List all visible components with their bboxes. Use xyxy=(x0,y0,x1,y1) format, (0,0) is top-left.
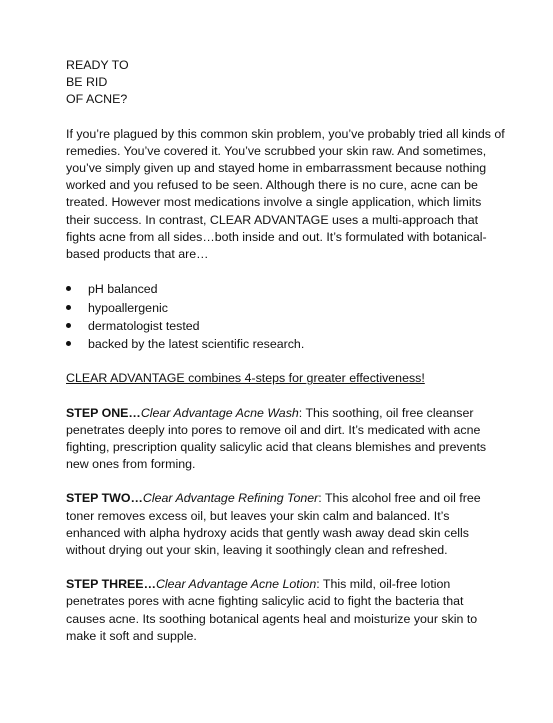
list-item xyxy=(66,317,506,335)
step-description: : This soothing, oil free cleanser penetrates deeply into pores to remove oil and dirt. It’s medicated with acne fighting, prescription quality salicylic acid that cleans blemishes and prevents new ones from forming. xyxy=(66,405,487,472)
benefits-list xyxy=(66,280,506,353)
intro-paragraph: If you’re plagued by this common skin problem, you’ve probably tried all kinds of remedies. You’ve covered it. You’ve scrubbed your skin raw. And sometimes, you’ve simply given up and stayed home in embarrassment because nothing worked and you refused to be seen. Although there is no cure, acne can be treated. However most medications involve a single application, which limits their success. In contrast, CLEAR ADVANTAGE uses a multi-approach that fights acne from all sides…both inside and out. It’s formulated with botanical-based products that are… xyxy=(66,126,505,262)
document-heading xyxy=(66,57,506,109)
list-item-text: hypoallergenic xyxy=(88,300,168,315)
step-two-paragraph xyxy=(66,490,506,559)
bullet-icon xyxy=(66,323,71,328)
bullet-icon xyxy=(66,341,71,346)
document-page xyxy=(66,57,506,645)
step-label: STEP THREE… xyxy=(66,577,156,592)
list-item xyxy=(66,335,506,353)
step-three-paragraph xyxy=(66,576,506,645)
list-item-text: pH balanced xyxy=(88,282,158,297)
bullet-icon xyxy=(66,286,71,291)
step-label: STEP TWO… xyxy=(66,491,143,506)
list-item-text: backed by the latest scientific research. xyxy=(88,337,305,352)
step-product-name: Clear Advantage Acne Wash xyxy=(140,405,299,420)
combines-heading: CLEAR ADVANTAGE combines 4-steps for greater effectiveness! xyxy=(66,371,425,386)
heading-line-3: OF ACNE? xyxy=(66,92,128,107)
step-description: : This alcohol free and oil free toner removes excess oil, but leaves your skin calm and balanced. It’s enhanced with alpha hydroxy acids that gently wash away dead skin cells without drying out your skin, leaving it soothingly clean and refreshed. xyxy=(66,491,481,558)
step-description: : This mild, oil-free lotion penetrates pores with acne fighting salicylic acid to fight the bacteria that causes acne. Its soothing botanical agents heal and moisturize your skin to make it soft and supple. xyxy=(66,577,478,643)
list-item xyxy=(66,299,506,317)
step-label: STEP ONE… xyxy=(66,405,141,420)
step-one-paragraph xyxy=(66,405,506,474)
step-product-name: Clear Advantage Acne Lotion xyxy=(155,577,317,592)
list-item-text: dermatologist tested xyxy=(88,318,200,333)
bullet-icon xyxy=(66,305,71,310)
heading-line-2: BE RID xyxy=(66,75,108,90)
heading-line-1: READY TO xyxy=(66,58,129,72)
list-item xyxy=(66,280,506,298)
step-product-name: Clear Advantage Refining Toner xyxy=(142,491,319,506)
